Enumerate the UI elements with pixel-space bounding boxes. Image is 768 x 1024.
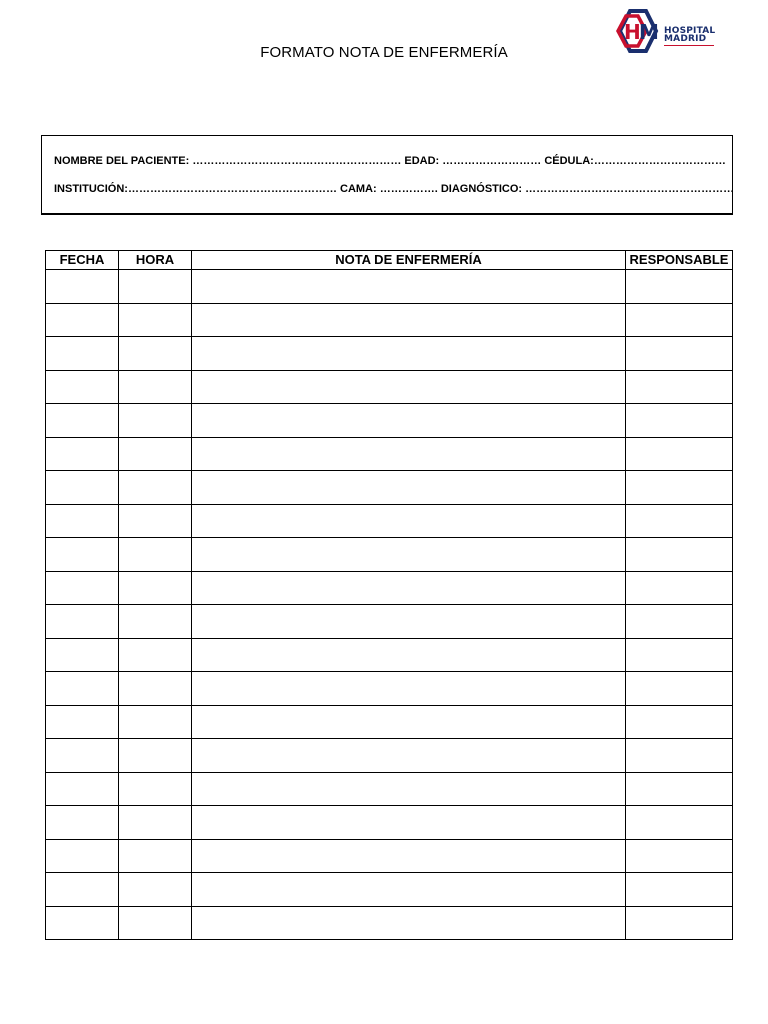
table-row xyxy=(46,705,733,739)
responsable-cell[interactable] xyxy=(626,806,733,840)
fecha-cell[interactable] xyxy=(46,839,119,873)
fecha-cell[interactable] xyxy=(46,705,119,739)
responsable-cell[interactable] xyxy=(626,705,733,739)
table-row xyxy=(46,806,733,840)
responsable-cell[interactable] xyxy=(626,337,733,371)
responsable-cell[interactable] xyxy=(626,404,733,438)
table-row xyxy=(46,270,733,304)
nota-cell[interactable] xyxy=(192,538,626,572)
nota-cell[interactable] xyxy=(192,672,626,706)
logo-line-1: HOSPITAL xyxy=(664,26,716,36)
nota-cell[interactable] xyxy=(192,370,626,404)
responsable-cell[interactable] xyxy=(626,538,733,572)
nota-cell[interactable] xyxy=(192,772,626,806)
hospital-logo xyxy=(612,8,724,58)
responsable-cell[interactable] xyxy=(626,370,733,404)
responsable-cell[interactable] xyxy=(626,873,733,907)
nota-cell[interactable] xyxy=(192,471,626,505)
nota-cell[interactable] xyxy=(192,504,626,538)
logo-line-2: MADRID xyxy=(664,34,707,44)
responsable-cell[interactable] xyxy=(626,672,733,706)
table-row xyxy=(46,739,733,773)
hora-cell[interactable] xyxy=(119,370,192,404)
fecha-cell[interactable] xyxy=(46,471,119,505)
nursing-notes-table xyxy=(45,250,733,940)
hora-cell[interactable] xyxy=(119,404,192,438)
table-row xyxy=(46,538,733,572)
responsable-cell[interactable] xyxy=(626,571,733,605)
hora-cell[interactable] xyxy=(119,538,192,572)
hora-cell[interactable] xyxy=(119,672,192,706)
table-row xyxy=(46,672,733,706)
header-nota: NOTA DE ENFERMERÍA xyxy=(192,251,626,270)
responsable-cell[interactable] xyxy=(626,839,733,873)
nota-cell[interactable] xyxy=(192,873,626,907)
hora-cell[interactable] xyxy=(119,504,192,538)
nota-cell[interactable] xyxy=(192,906,626,940)
hora-cell[interactable] xyxy=(119,571,192,605)
hora-cell[interactable] xyxy=(119,337,192,371)
responsable-cell[interactable] xyxy=(626,270,733,304)
table-row xyxy=(46,839,733,873)
responsable-cell[interactable] xyxy=(626,437,733,471)
logo-underline xyxy=(664,45,714,46)
patient-info-line-2[interactable]: INSTITUCIÓN:………………………………………………… CAMA: ……………. DIAGNÓSTICO: ………………………………………………… xyxy=(54,183,735,195)
nota-cell[interactable] xyxy=(192,571,626,605)
table-row xyxy=(46,873,733,907)
header-fecha: FECHA xyxy=(46,251,119,270)
patient-info-box xyxy=(41,135,733,215)
table-row xyxy=(46,605,733,639)
table-row xyxy=(46,370,733,404)
responsable-cell[interactable] xyxy=(626,471,733,505)
hora-cell[interactable] xyxy=(119,772,192,806)
fecha-cell[interactable] xyxy=(46,370,119,404)
hora-cell[interactable] xyxy=(119,638,192,672)
page-title: FORMATO NOTA DE ENFERMERÍA xyxy=(260,44,508,61)
fecha-cell[interactable] xyxy=(46,571,119,605)
fecha-cell[interactable] xyxy=(46,638,119,672)
table-row xyxy=(46,772,733,806)
hora-cell[interactable] xyxy=(119,437,192,471)
table-row xyxy=(46,337,733,371)
hora-cell[interactable] xyxy=(119,303,192,337)
responsable-cell[interactable] xyxy=(626,504,733,538)
svg-text:H: H xyxy=(624,20,641,44)
hora-cell[interactable] xyxy=(119,739,192,773)
logo-wordmark xyxy=(664,27,715,43)
table-row xyxy=(46,437,733,471)
header-responsable: RESPONSABLE xyxy=(626,251,733,270)
fecha-cell[interactable] xyxy=(46,404,119,438)
nota-cell[interactable] xyxy=(192,839,626,873)
responsable-cell[interactable] xyxy=(626,605,733,639)
responsable-cell[interactable] xyxy=(626,303,733,337)
fecha-cell[interactable] xyxy=(46,672,119,706)
fecha-cell[interactable] xyxy=(46,337,119,371)
table-row xyxy=(46,303,733,337)
nota-cell[interactable] xyxy=(192,705,626,739)
header-hora: HORA xyxy=(119,251,192,270)
fecha-cell[interactable] xyxy=(46,504,119,538)
table-row xyxy=(46,571,733,605)
responsable-cell[interactable] xyxy=(626,739,733,773)
fecha-cell[interactable] xyxy=(46,873,119,907)
hora-cell[interactable] xyxy=(119,471,192,505)
hora-cell[interactable] xyxy=(119,806,192,840)
svg-text:M: M xyxy=(639,20,659,44)
responsable-cell[interactable] xyxy=(626,906,733,940)
table-row xyxy=(46,504,733,538)
table-body xyxy=(46,270,733,940)
fecha-cell[interactable] xyxy=(46,739,119,773)
nota-cell[interactable] xyxy=(192,337,626,371)
hora-cell[interactable] xyxy=(119,873,192,907)
fecha-cell[interactable] xyxy=(46,303,119,337)
fecha-cell[interactable] xyxy=(46,437,119,471)
hm-logo-icon xyxy=(612,8,666,54)
hora-cell[interactable] xyxy=(119,705,192,739)
fecha-cell[interactable] xyxy=(46,270,119,304)
nota-cell[interactable] xyxy=(192,739,626,773)
nota-cell[interactable] xyxy=(192,404,626,438)
nota-cell[interactable] xyxy=(192,437,626,471)
fecha-cell[interactable] xyxy=(46,906,119,940)
fecha-cell[interactable] xyxy=(46,806,119,840)
hora-cell[interactable] xyxy=(119,270,192,304)
fecha-cell[interactable] xyxy=(46,605,119,639)
nota-cell[interactable] xyxy=(192,270,626,304)
nota-cell[interactable] xyxy=(192,303,626,337)
table-row xyxy=(46,638,733,672)
table-row xyxy=(46,404,733,438)
hora-cell[interactable] xyxy=(119,605,192,639)
table-row xyxy=(46,906,733,940)
table-row xyxy=(46,471,733,505)
nota-cell[interactable] xyxy=(192,638,626,672)
responsable-cell[interactable] xyxy=(626,638,733,672)
responsable-cell[interactable] xyxy=(626,772,733,806)
fecha-cell[interactable] xyxy=(46,538,119,572)
hora-cell[interactable] xyxy=(119,839,192,873)
patient-info-line-1[interactable]: NOMBRE DEL PACIENTE: ………………………………………………… EDAD: ……………………… CÉDULA:……………………………… xyxy=(54,155,726,167)
hora-cell[interactable] xyxy=(119,906,192,940)
fecha-cell[interactable] xyxy=(46,772,119,806)
nota-cell[interactable] xyxy=(192,806,626,840)
table-header-row xyxy=(46,251,733,270)
nota-cell[interactable] xyxy=(192,605,626,639)
